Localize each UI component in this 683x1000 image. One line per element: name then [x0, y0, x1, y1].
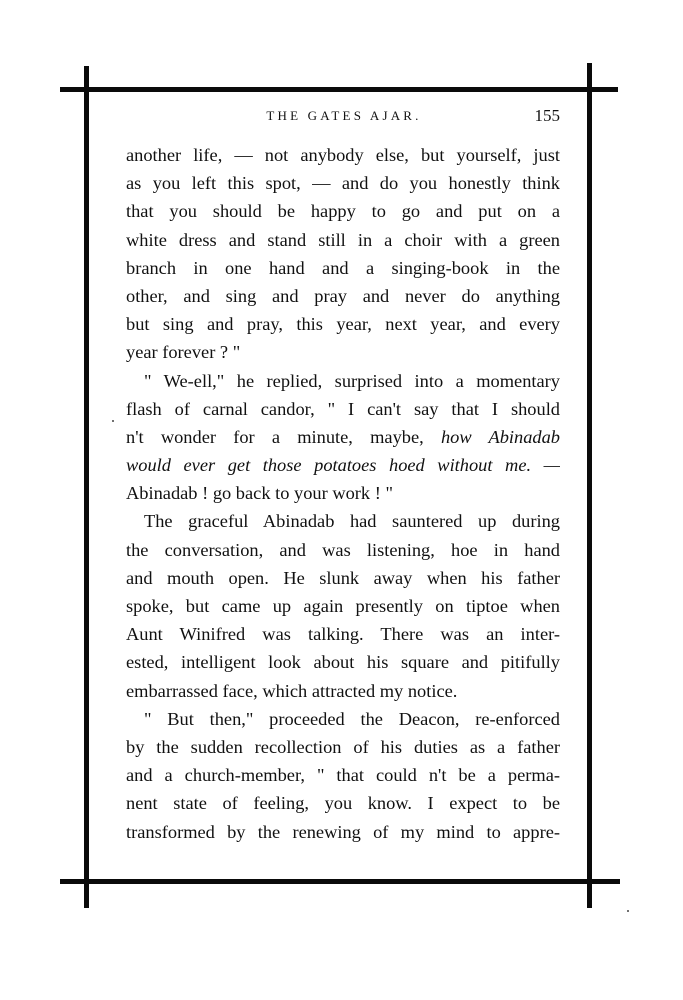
- text-line: and mouth open. He slunk away when his father: [126, 567, 560, 588]
- text-line-mixed: [126, 423, 560, 451]
- print-speck: [112, 420, 114, 422]
- text-line: branch in one hand and a singing-book in the: [126, 257, 560, 278]
- text-line: white dress and stand still in a choir with a green: [126, 229, 560, 250]
- text-line: but sing and pray, this year, next year, and every: [126, 314, 560, 335]
- text-line: as you left this spot, — and do you honestly think: [126, 173, 560, 194]
- italic-segment: how Abinadab: [440, 426, 560, 447]
- text-line: The graceful Abinadab had sauntered up during: [144, 511, 560, 532]
- text-line: year forever ? ": [126, 342, 241, 363]
- text-line: Abinadab ! go back to your work ! ": [126, 483, 393, 504]
- italic-segment: would ever get those potatoes hoed without me. —: [126, 455, 560, 476]
- text-line: by the sudden recollection of his duties as a father: [126, 736, 560, 757]
- text-line: spoke, but came up again presently on tiptoe when: [126, 596, 560, 616]
- text-line: and a church-member, " that could n't be a perma-: [126, 765, 560, 786]
- top-border-rule: [60, 87, 618, 92]
- text-line: embarrassed face, which attracted my notice.: [126, 680, 458, 701]
- body-text: [126, 141, 560, 846]
- text-line-italic: [126, 451, 560, 479]
- text-line: flash of carnal candor, " I can't say that I should: [126, 398, 560, 419]
- text-line: the conversation, and was listening, hoe in hand: [126, 539, 560, 560]
- right-border-rule: [587, 63, 592, 908]
- text-line: transformed by the renewing of my mind to appre-: [126, 821, 560, 842]
- text-line: Aunt Winifred was talking. There was an inter-: [126, 624, 560, 645]
- running-title: THE GATES AJAR.: [266, 108, 422, 123]
- text-line: " But then," proceeded the Deacon, re-enforced: [144, 708, 560, 729]
- page-number: 155: [534, 106, 560, 125]
- text-line: nent state of feeling, you know. I expect to be: [126, 793, 560, 814]
- running-head: [128, 106, 560, 128]
- text-line: other, and sing and pray and never do anything: [126, 285, 560, 306]
- print-speck: [627, 910, 629, 912]
- left-border-rule: [84, 66, 89, 908]
- text-line: ested, intelligent look about his square and pitifully: [126, 652, 560, 673]
- text-segment: n't wonder for a minute, maybe,: [126, 426, 424, 447]
- text-line: that you should be happy to go and put on a: [126, 201, 560, 222]
- text-line: " We-ell," he replied, surprised into a momentary: [144, 370, 560, 391]
- text-line: another life, — not anybody else, but yourself, just: [126, 145, 560, 165]
- bottom-border-rule: [60, 879, 620, 884]
